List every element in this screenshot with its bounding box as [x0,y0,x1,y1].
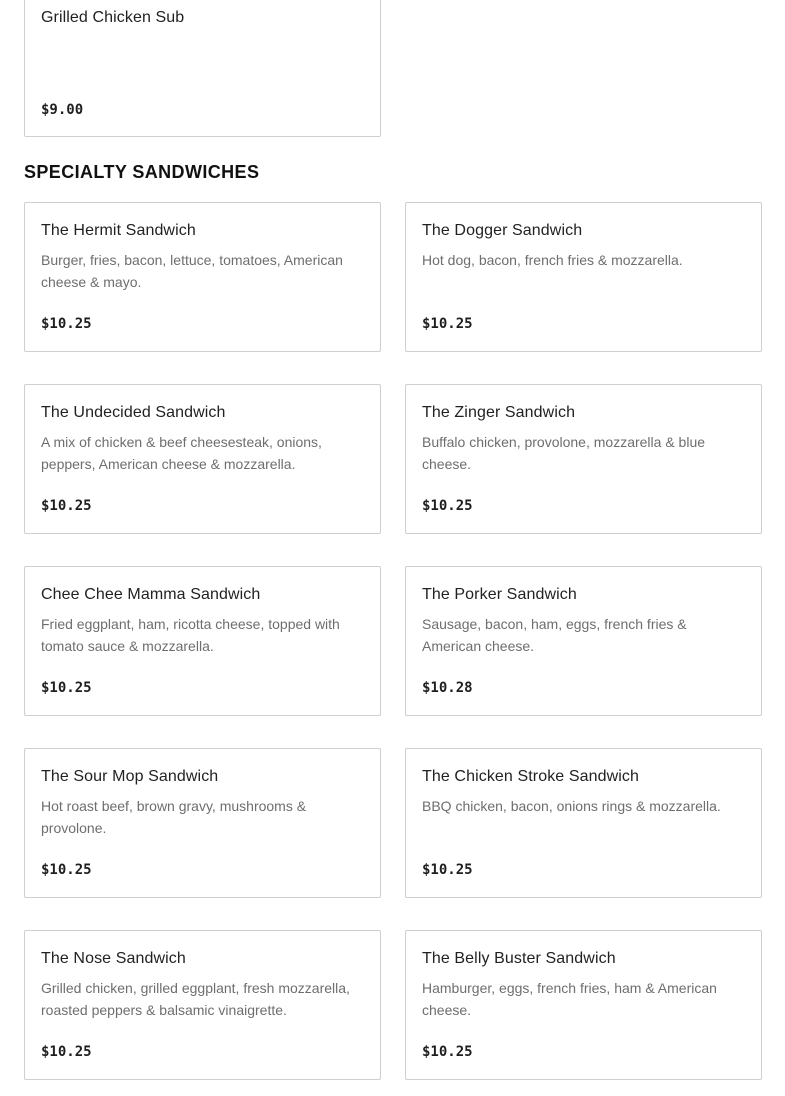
menu-item-description: A mix of chicken & beef cheesesteak, onions, peppers, American cheese & mozzarella. [41,434,322,472]
menu-item-card[interactable] [405,748,762,898]
menu-item-name: The Porker Sandwich [422,586,577,603]
menu-item-card[interactable] [24,566,381,716]
menu-item-name: The Chicken Stroke Sandwich [422,768,640,785]
menu-item-name: Grilled Chicken Sub [41,9,185,26]
menu-item-price: $10.25 [41,680,92,696]
menu-item-price: $10.25 [41,1044,92,1060]
menu-item-price: $10.25 [422,316,473,332]
menu-item-description: Grilled chicken, grilled eggplant, fresh mozzarella, roasted peppers & balsamic vinaigrette. [41,980,350,1018]
menu-item-name: The Dogger Sandwich [422,222,583,239]
menu-item-price: $10.25 [41,316,92,332]
menu-item-card[interactable] [24,748,381,898]
menu-item-description: BBQ chicken, bacon, onions rings & mozzarella. [422,798,721,814]
menu-item-price: $9.00 [41,102,84,118]
menu-item-card[interactable] [24,930,381,1080]
menu-item-name: Chee Chee Mamma Sandwich [41,586,261,603]
menu-item-card[interactable] [24,384,381,534]
menu-item-price: $10.28 [422,680,473,696]
menu-item-price: $10.25 [41,862,92,878]
menu-item-description: Fried eggplant, ham, ricotta cheese, topped with tomato sauce & mozzarella. [41,616,340,654]
menu-item-card[interactable] [405,930,762,1080]
menu-item-name: The Hermit Sandwich [41,222,196,239]
menu-item-card[interactable] [24,0,381,137]
menu-item-price: $10.25 [422,862,473,878]
menu-item-name: The Zinger Sandwich [422,404,576,421]
section-title: SPECIALTY SANDWICHES [24,162,260,182]
menu-item-description: Hot dog, bacon, french fries & mozzarella. [422,252,683,268]
menu-item-card[interactable] [405,384,762,534]
menu-item-description: Burger, fries, bacon, lettuce, tomatoes, American cheese & mayo. [41,252,343,290]
menu-item-description: Sausage, bacon, ham, eggs, french fries & American cheese. [422,616,687,654]
menu-item-name: The Sour Mop Sandwich [41,768,219,785]
menu-item-price: $10.25 [41,498,92,514]
menu-item-price: $10.25 [422,1044,473,1060]
menu-item-card[interactable] [405,202,762,352]
menu-item-name: The Nose Sandwich [41,950,186,967]
menu-item-name: The Undecided Sandwich [41,404,226,421]
menu-item-description: Hot roast beef, brown gravy, mushrooms & provolone. [41,798,307,836]
menu-item-price: $10.25 [422,498,473,514]
menu-item-name: The Belly Buster Sandwich [422,950,616,967]
menu-item-description: Hamburger, eggs, french fries, ham & American cheese. [422,980,717,1018]
menu-item-card[interactable] [24,202,381,352]
menu-item-description: Buffalo chicken, provolone, mozzarella & blue cheese. [422,434,706,472]
menu-item-card[interactable] [405,566,762,716]
